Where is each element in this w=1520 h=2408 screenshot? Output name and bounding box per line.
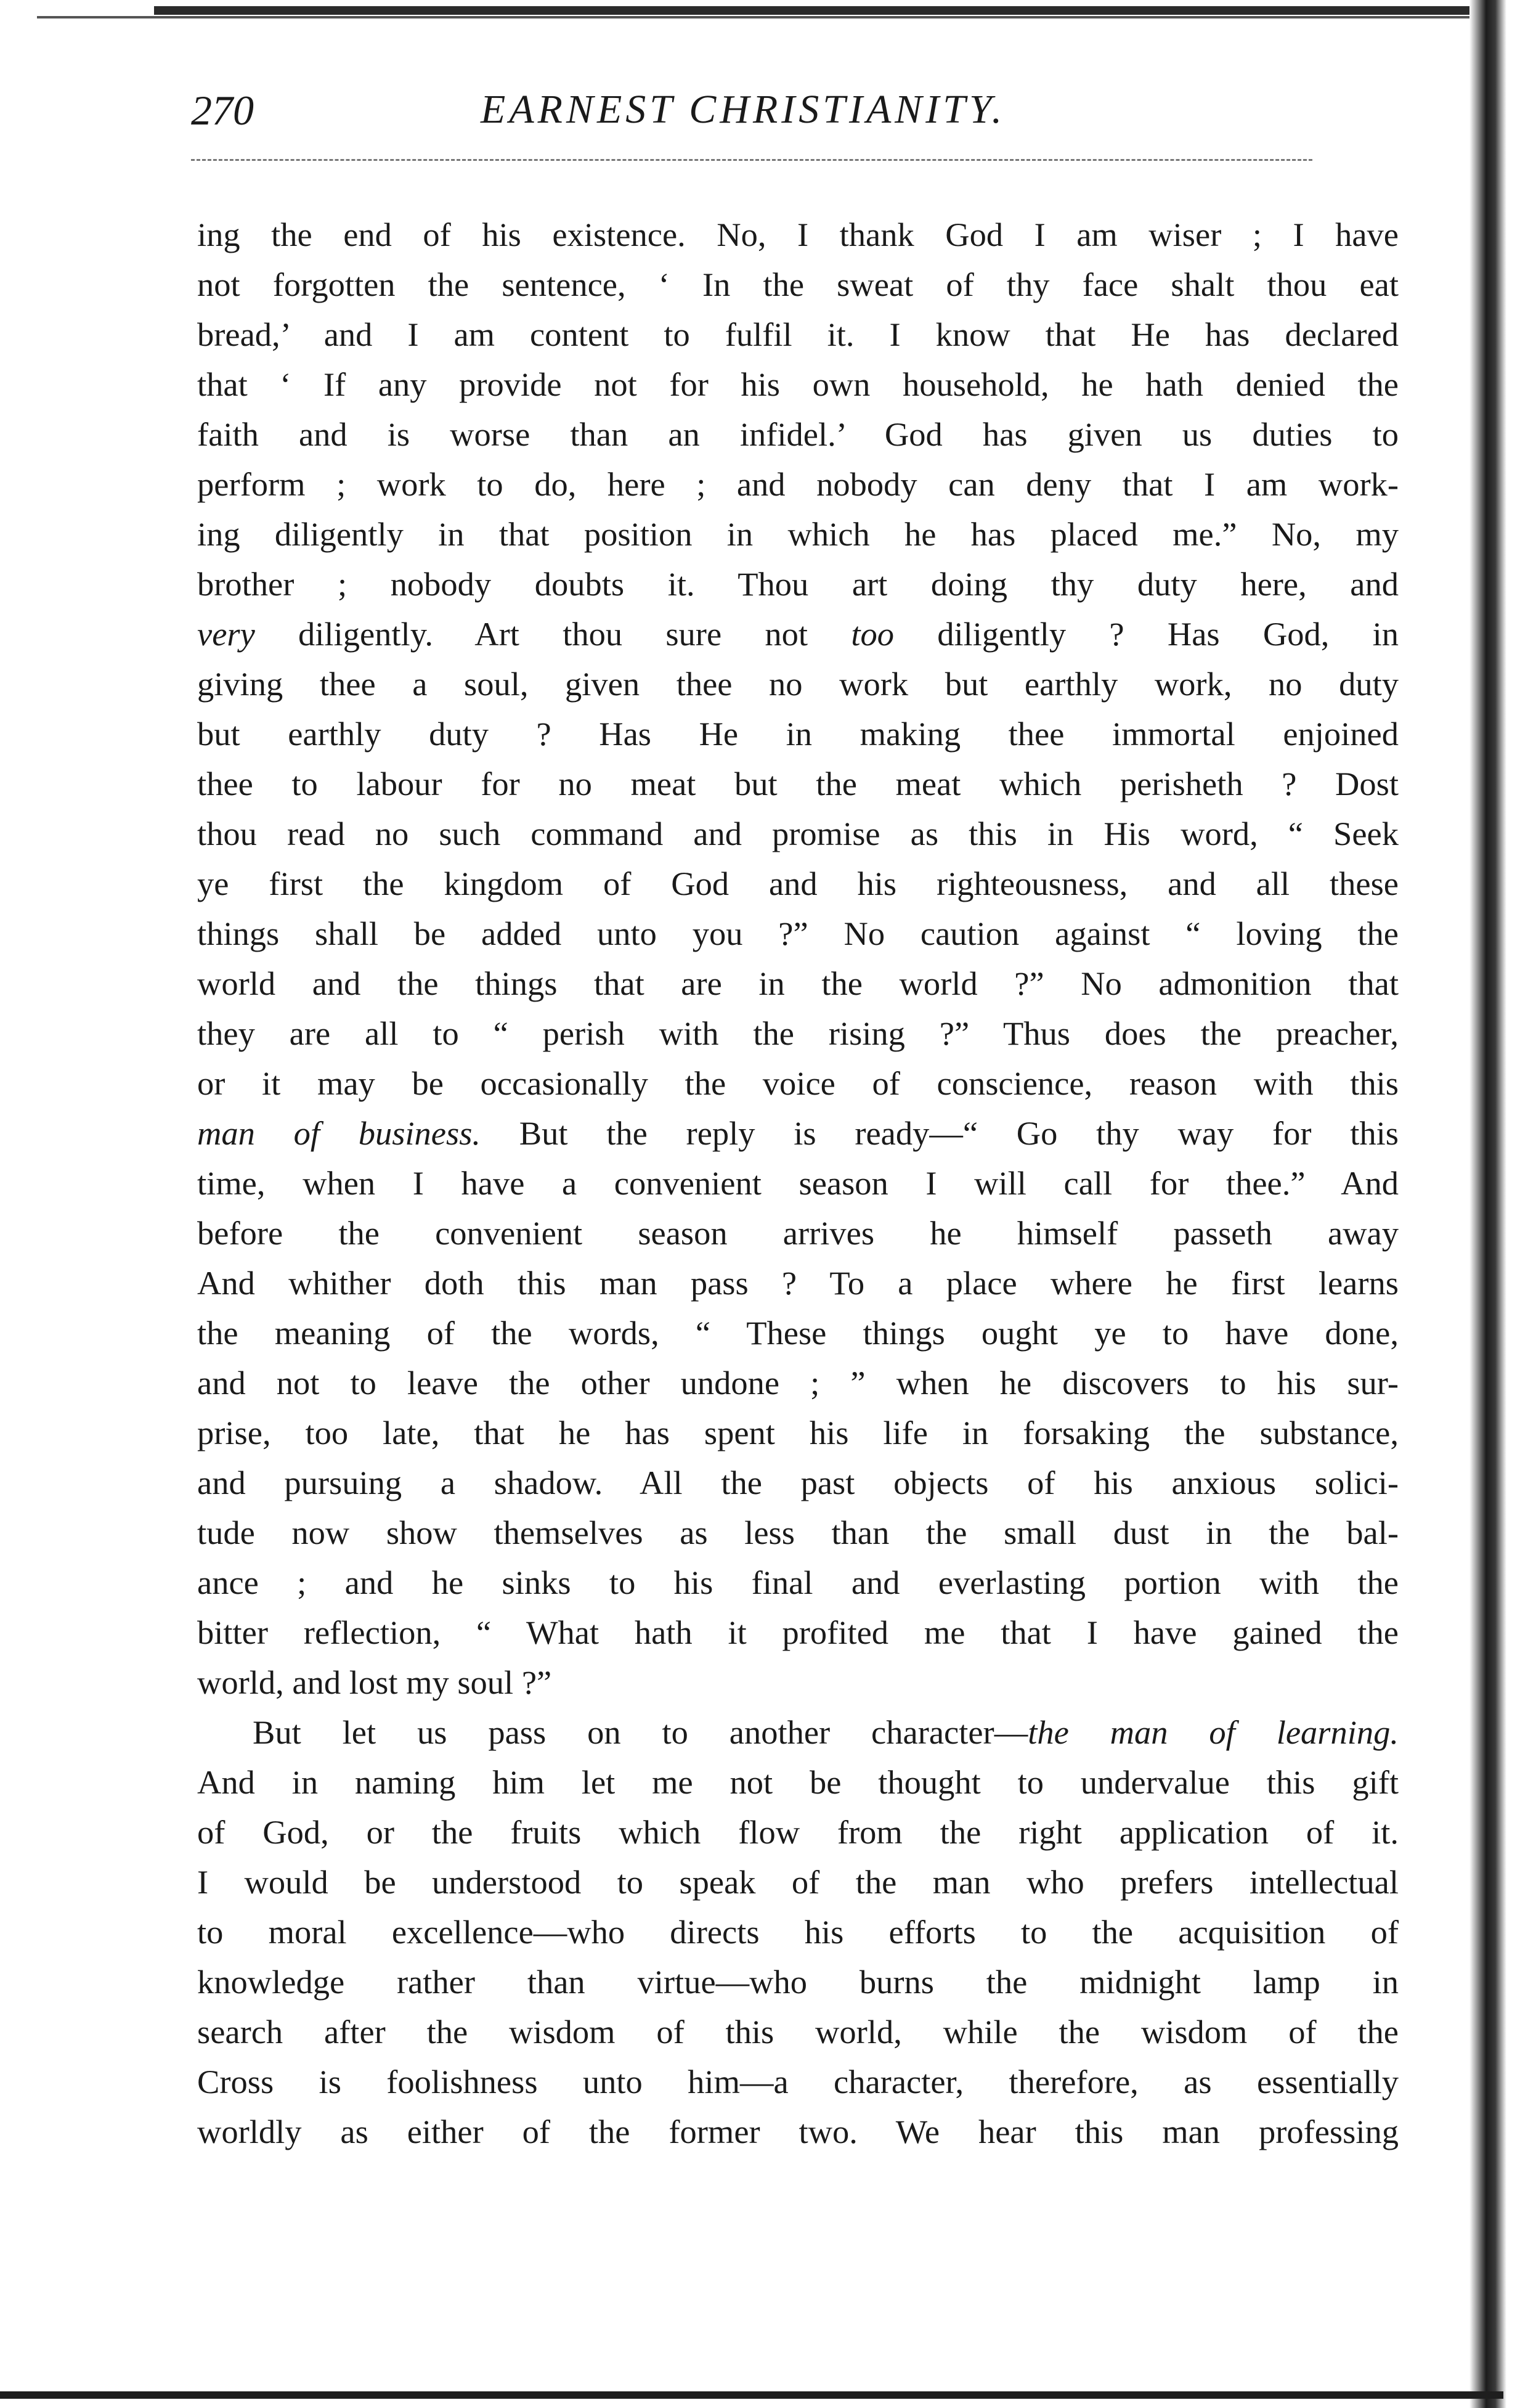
text-line — [197, 1458, 1399, 1508]
text-line — [197, 559, 1399, 609]
text-line — [197, 309, 1399, 359]
text-line — [197, 1358, 1399, 1408]
text-line — [197, 1657, 1399, 1707]
text-line — [197, 1607, 1399, 1657]
body-text — [197, 210, 1399, 2157]
text-segment: knowledge rather than virtue—who burns the midnight lamp in — [197, 1963, 1399, 2001]
text-line — [197, 2107, 1399, 2157]
text-line — [197, 809, 1399, 859]
text-segment: and pursuing a shadow. All the past objects of his anxious solici- — [197, 1464, 1399, 1501]
text-segment: And whither doth this man pass ? To a place where he first learns — [197, 1264, 1399, 1302]
text-line — [197, 1008, 1399, 1058]
text-line — [197, 1108, 1399, 1158]
text-line — [197, 1058, 1399, 1108]
text-segment: Cross is foolishness unto him—a character, therefore, as essentially — [197, 2063, 1399, 2100]
text-line — [197, 359, 1399, 409]
text-line — [197, 459, 1399, 509]
text-segment: world and the things that are in the world ?” No admonition that — [197, 965, 1399, 1002]
text-segment: but earthly duty ? Has He in making thee immortal enjoined — [197, 715, 1399, 753]
top-border-thin-rule — [37, 16, 1497, 18]
top-border-rule — [154, 6, 1497, 15]
page-number: 270 — [191, 87, 254, 134]
text-segment: time, when I have a convenient season I will call for thee.” And — [197, 1164, 1399, 1202]
text-segment: ye first the kingdom of God and his righteousness, and all these — [197, 865, 1399, 902]
text-segment: perform ; work to do, here ; and nobody can deny that I am work- — [197, 465, 1399, 503]
header-rule — [191, 159, 1312, 161]
italic-text-segment: the man of learning. — [1028, 1713, 1399, 1751]
italic-text-segment: too — [851, 615, 894, 653]
text-segment: they are all to “ perish with the rising ?” Thus does the preacher, — [197, 1014, 1399, 1052]
text-segment: before the convenient season arrives he himself passeth away — [197, 1214, 1399, 1252]
text-line — [197, 1557, 1399, 1607]
text-line — [197, 709, 1399, 759]
text-line — [197, 908, 1399, 958]
text-segment: not forgotten the sentence, ‘ In the sweat of thy face shalt thou eat — [197, 266, 1399, 303]
text-segment: thee to labour for no meat but the meat which perisheth ? Dost — [197, 765, 1399, 802]
text-line — [197, 1807, 1399, 1857]
text-line — [197, 1508, 1399, 1557]
text-segment: world, and lost my soul ?” — [197, 1663, 552, 1701]
text-segment: But the reply is ready—“ Go thy way for this — [481, 1114, 1399, 1152]
text-line — [197, 859, 1399, 908]
text-segment: of God, or the fruits which flow from the right application of it. — [197, 1813, 1399, 1851]
text-line — [197, 1907, 1399, 1957]
text-line — [197, 958, 1399, 1008]
text-line — [197, 1208, 1399, 1258]
text-line — [197, 1408, 1399, 1458]
text-line — [197, 1707, 1399, 1757]
text-segment: things shall be added unto you ?” No caution against “ loving the — [197, 915, 1399, 952]
text-segment: prise, too late, that he has spent his life in forsaking the substance, — [197, 1414, 1399, 1451]
text-segment: And in naming him let me not be thought to undervalue this gift — [197, 1763, 1399, 1801]
text-segment: tude now show themselves as less than the small dust in the bal- — [197, 1514, 1399, 1551]
text-segment: search after the wisdom of this world, while the wisdom of the — [197, 2013, 1399, 2051]
text-segment: diligently ? Has God, in — [893, 615, 1399, 653]
text-segment: faith and is worse than an infidel.’ God has given us duties to — [197, 415, 1399, 453]
text-segment: I would be understood to speak of the man who prefers intellectual — [197, 1863, 1399, 1901]
bottom-border-rule — [0, 2391, 1503, 2399]
text-line — [197, 210, 1399, 259]
italic-text-segment: man of business. — [197, 1114, 481, 1152]
text-line — [197, 1957, 1399, 2007]
text-line — [197, 1757, 1399, 1807]
text-segment: worldly as either of the former two. We hear this man professing — [197, 2113, 1399, 2150]
text-line — [197, 2057, 1399, 2107]
text-line — [197, 1158, 1399, 1208]
text-line — [197, 259, 1399, 309]
text-segment: the meaning of the words, “ These things ought ye to have done, — [197, 1314, 1399, 1352]
text-line — [197, 1308, 1399, 1358]
page-header — [191, 86, 1386, 154]
running-title: EARNEST CHRISTIANITY. — [481, 87, 1006, 132]
text-line — [197, 1857, 1399, 1907]
text-line — [197, 659, 1399, 709]
text-segment: and not to leave the other undone ; ” when he discovers to his sur- — [197, 1364, 1399, 1402]
italic-text-segment: very — [197, 615, 255, 653]
text-segment: ing diligently in that position in which he has placed me.” No, my — [197, 515, 1399, 553]
text-segment: brother ; nobody doubts it. Thou art doing thy duty here, and — [197, 565, 1399, 603]
text-line — [197, 2007, 1399, 2057]
text-line — [197, 509, 1399, 559]
text-line — [197, 759, 1399, 809]
text-segment: diligently. Art thou sure not — [254, 615, 851, 653]
page-gutter-edge — [1469, 0, 1506, 2408]
text-segment: But let us pass on to another character— — [253, 1713, 1028, 1751]
text-segment: thou read no such command and promise as this in His word, “ Seek — [197, 815, 1399, 852]
text-line — [197, 609, 1399, 659]
text-line — [197, 1258, 1399, 1308]
text-segment: ance ; and he sinks to his final and everlasting portion with the — [197, 1564, 1399, 1601]
text-segment: giving thee a soul, given thee no work but earthly work, no duty — [197, 665, 1399, 703]
text-segment: bitter reflection, “ What hath it profited me that I have gained the — [197, 1614, 1399, 1651]
text-segment: ing the end of his existence. No, I thank God I am wiser ; I have — [197, 216, 1399, 253]
text-segment: that ‘ If any provide not for his own household, he hath denied the — [197, 365, 1399, 403]
text-segment: to moral excellence—who directs his efforts to the acquisition of — [197, 1913, 1399, 1951]
text-line — [197, 409, 1399, 459]
text-segment: or it may be occasionally the voice of conscience, reason with this — [197, 1064, 1399, 1102]
text-segment: bread,’ and I am content to fulfil it. I know that He has declared — [197, 316, 1399, 353]
